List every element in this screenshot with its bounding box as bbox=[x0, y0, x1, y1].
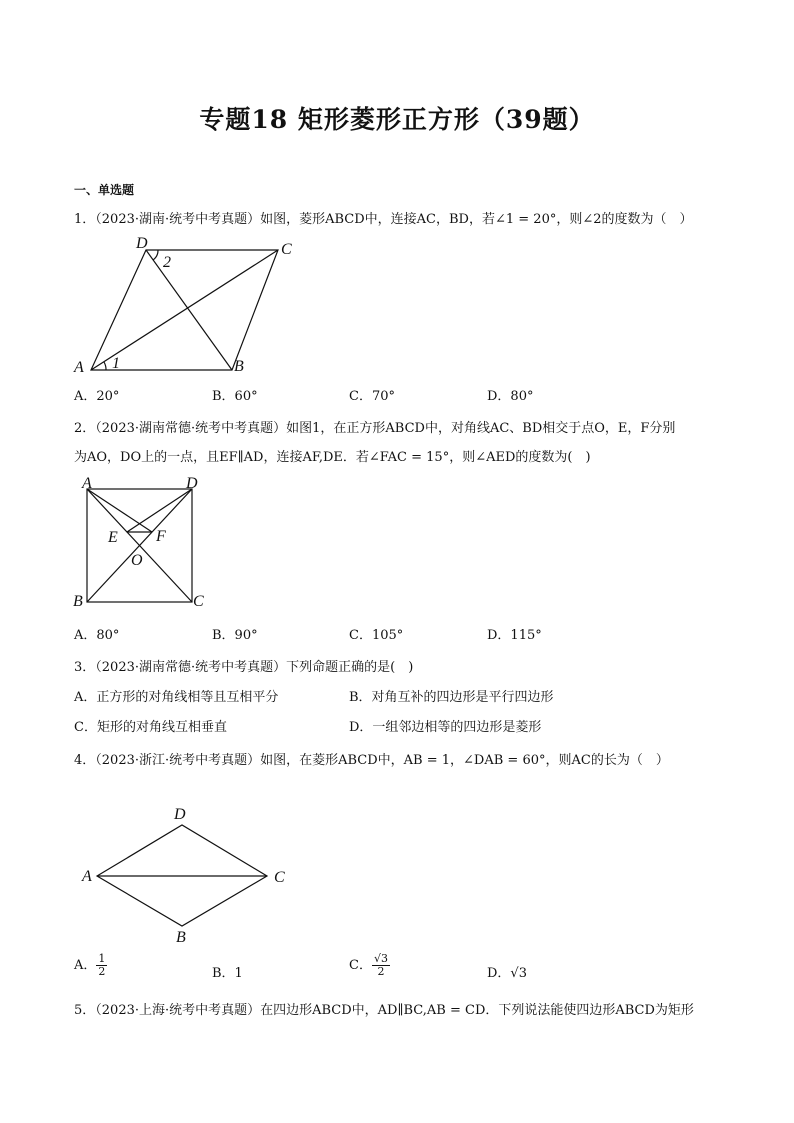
q4-option-c-denominator: 2 bbox=[377, 965, 385, 978]
angle-label-2: 2 bbox=[163, 254, 171, 271]
q4-option-a-denominator: 2 bbox=[98, 965, 106, 978]
q4-option-a bbox=[74, 953, 107, 978]
q2-option-a: A．80° bbox=[74, 628, 120, 643]
q4-option-c-prefix: C． bbox=[349, 958, 372, 973]
question-3-stem: 3．（2023·湖南常德·统考中考真题）下列命题正确的是( ) bbox=[74, 660, 414, 675]
vertex-label-d: D bbox=[174, 806, 186, 823]
segment-de bbox=[127, 489, 192, 532]
q1-option-d: D．80° bbox=[487, 389, 534, 404]
point-label-e: E bbox=[108, 529, 118, 546]
vertex-label-c: C bbox=[193, 593, 204, 610]
q4-option-c bbox=[349, 953, 390, 978]
point-label-f: F bbox=[156, 528, 166, 545]
vertex-label-b: B bbox=[73, 593, 83, 610]
q4-option-c-fraction bbox=[372, 953, 390, 978]
q4-option-d: D．√3 bbox=[487, 966, 527, 981]
q4-option-a-fraction bbox=[96, 953, 107, 978]
q3-option-c: C．矩形的对角线互相垂直 bbox=[74, 720, 227, 735]
q2-option-d: D．115° bbox=[487, 628, 542, 643]
q3-option-a: A．正方形的对角线相等且互相平分 bbox=[74, 690, 279, 705]
q2-option-b: B．90° bbox=[212, 628, 258, 643]
question-1-stem: 1．（2023·湖南·统考中考真题）如图，菱形ABCD中，连接AC，BD，若∠1 = 20°，则∠2的度数为（ ） bbox=[74, 212, 693, 227]
vertex-label-c: C bbox=[281, 241, 292, 258]
q1-option-b: B．60° bbox=[212, 389, 258, 404]
segment-af bbox=[87, 489, 152, 532]
question-2-stem-line-1: 2．（2023·湖南常德·统考中考真题）如图1，在正方形ABCD中，对角线AC、BD相交于点O，E，F分别 bbox=[74, 421, 676, 436]
vertex-label-a: A bbox=[74, 359, 84, 376]
angle-2-arc bbox=[153, 250, 158, 260]
q4-option-a-numerator: 1 bbox=[98, 952, 106, 965]
question-5-stem: 5．（2023·上海·统考中考真题）在四边形ABCD中，AD∥BC,AB = CD．下列说法能使四边形ABCD为矩形 bbox=[74, 1003, 694, 1018]
vertex-label-a: A bbox=[82, 475, 92, 492]
angle-label-1: 1 bbox=[112, 355, 120, 372]
point-label-o: O bbox=[131, 552, 143, 569]
question-4-rhombus-figure bbox=[75, 800, 305, 950]
question-2-square-figure bbox=[70, 475, 220, 615]
q3-option-d: D．一组邻边相等的四边形是菱形 bbox=[349, 720, 542, 735]
q2-option-c: C．105° bbox=[349, 628, 404, 643]
question-2-stem-line-2: 为AO，DO上的一点，且EF∥AD，连接AF,DE．若∠FAC = 15°，则∠AED的度数为( ) bbox=[74, 450, 591, 465]
question-4-stem: 4．（2023·浙江·统考中考真题）如图，在菱形ABCD中，AB = 1，∠DAB = 60°，则AC的长为（ ） bbox=[74, 753, 669, 768]
vertex-label-a: A bbox=[82, 868, 92, 885]
vertex-label-d: D bbox=[186, 475, 198, 492]
vertex-label-b: B bbox=[176, 929, 186, 946]
diagonal-bd bbox=[146, 250, 232, 370]
question-1-rhombus-figure bbox=[70, 230, 310, 380]
vertex-label-b: B bbox=[234, 358, 244, 375]
angle-1-arc bbox=[104, 362, 106, 370]
q4-option-b: B．1 bbox=[212, 966, 243, 981]
vertex-label-d: D bbox=[136, 235, 148, 252]
q1-option-c: C．70° bbox=[349, 389, 395, 404]
q1-option-a: A．20° bbox=[74, 389, 120, 404]
q4-option-a-prefix: A． bbox=[74, 958, 97, 973]
vertex-label-c: C bbox=[274, 869, 285, 886]
section-heading: 一、单选题 bbox=[74, 183, 135, 197]
page-title: 专题18 矩形菱形正方形（39题） bbox=[199, 105, 595, 134]
q3-option-b: B．对角互补的四边形是平行四边形 bbox=[349, 690, 554, 705]
q4-option-c-numerator: √3 bbox=[373, 952, 388, 965]
